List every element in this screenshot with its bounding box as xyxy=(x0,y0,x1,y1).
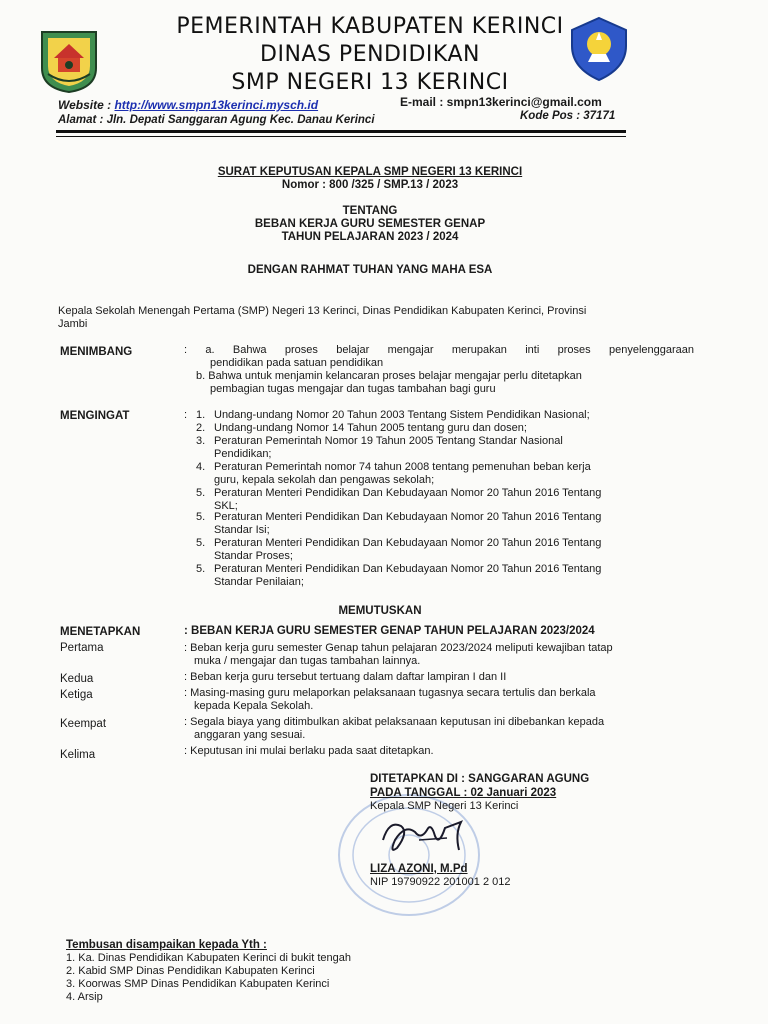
cc-heading: Tembusan disampaikan kepada Yth : xyxy=(66,939,267,951)
intro-line-2: Jambi xyxy=(58,318,88,330)
mengingat-item-number: 5. xyxy=(196,511,206,523)
decree-about: TENTANG xyxy=(342,205,398,217)
header-line-2: DINAS PENDIDIKAN xyxy=(260,42,480,67)
mengingat-item-text: Undang-undang Nomor 20 Tahun 2003 Tentang Sistem Pendidikan Nasional; xyxy=(214,409,590,421)
mengingat-item-number: 1. xyxy=(196,409,206,421)
ketiga-label: Ketiga xyxy=(60,689,93,701)
mengingat-item-text: SKL; xyxy=(214,500,238,512)
keempat-line-2: anggaran yang sesuai. xyxy=(194,729,306,741)
address-text: Alamat : Jln. Depati Sanggaran Agung Kec. Danau Kerinci xyxy=(58,114,375,126)
header-divider-thick xyxy=(56,130,626,133)
mengingat-item-text: Standar Isi; xyxy=(214,524,270,536)
kelima-line-1: : Keputusan ini mulai berlaku pada saat ditetapkan. xyxy=(184,745,434,757)
decree-blessing: DENGAN RAHMAT TUHAN YANG MAHA ESA xyxy=(247,264,493,276)
mengingat-item-number: 2. xyxy=(196,422,206,434)
pertama-line-2: muka / mengajar dan tugas tambahan lainnya. xyxy=(194,655,421,667)
intro-line-1: Kepala Sekolah Menengah Pertama (SMP) Negeri 13 Kerinci, Dinas Pendidikan Kabupaten Kerinci, Provinsi xyxy=(58,305,587,317)
menimbang-label: MENIMBANG xyxy=(60,346,133,358)
cc-item: 3. Koorwas SMP Dinas Pendidikan Kabupaten Kerinci xyxy=(66,978,330,990)
mengingat-item-text: Peraturan Pemerintah nomor 74 tahun 2008 tentang pemenuhan beban kerja xyxy=(214,461,591,473)
decree-subject-1: BEBAN KERJA GURU SEMESTER GENAP xyxy=(254,218,486,230)
pertama-line-1: : Beban kerja guru semester Genap tahun pelajaran 2023/2024 meliputi kewajiban tatap xyxy=(184,642,613,654)
regency-logo xyxy=(38,28,100,94)
cc-item: 4. Arsip xyxy=(66,991,103,1003)
mengingat-item-text: Standar Penilaian; xyxy=(214,576,304,588)
mengingat-item-text: Peraturan Pemerintah Nomor 19 Tahun 2005 Tentang Standar Nasional xyxy=(214,435,563,447)
signature-position: Kepala SMP Negeri 13 Kerinci xyxy=(370,800,519,812)
mengingat-item-number: 3. xyxy=(196,435,206,447)
mengingat-item-text: Pendidikan; xyxy=(214,448,272,460)
mengingat-label: MENGINGAT xyxy=(60,410,130,422)
ketiga-line-2: kepada Kepala Sekolah. xyxy=(194,700,314,712)
handwritten-signature xyxy=(375,810,485,860)
mengingat-item-text: Peraturan Menteri Pendidikan Dan Kebudayaan Nomor 20 Tahun 2016 Tentang xyxy=(214,537,602,549)
tut-wuri-handayani-logo xyxy=(566,16,632,82)
mengingat-item-number: 5. xyxy=(196,537,206,549)
website-label: Website : xyxy=(58,98,112,112)
header-line-3: SMP NEGERI 13 KERINCI xyxy=(231,70,509,95)
mengingat-item-text: Peraturan Menteri Pendidikan Dan Kebudayaan Nomor 20 Tahun 2016 Tentang xyxy=(214,511,602,523)
mengingat-item-number: 4. xyxy=(196,461,206,473)
menimbang-b-1: b. Bahwa untuk menjamin kelancaran proses belajar mengajar perlu ditetapkan xyxy=(196,370,582,382)
decree-number: Nomor : 800 /325 / SMP.13 / 2023 xyxy=(281,179,459,191)
decree-subject-2: TAHUN PELAJARAN 2023 / 2024 xyxy=(281,231,459,243)
kedua-label: Kedua xyxy=(60,673,94,685)
cc-item: 2. Kabid SMP Dinas Pendidikan Kabupaten Kerinci xyxy=(66,965,315,977)
mengingat-colon: : xyxy=(184,409,188,421)
mengingat-item-number: 5. xyxy=(196,563,206,575)
mengingat-item-text: Peraturan Menteri Pendidikan Dan Kebudayaan Nomor 20 Tahun 2016 Tentang xyxy=(214,487,602,499)
menimbang-b-2: pembagian tugas mengajar dan tugas tambahan bagi guru xyxy=(210,383,496,395)
keempat-line-1: : Segala biaya yang ditimbulkan akibat pelaksanaan keputusan ini dibebankan kepada xyxy=(184,716,605,728)
signature-place: DITETAPKAN DI : SANGGARAN AGUNG xyxy=(370,773,590,785)
menimbang-a-2: pendidikan pada satuan pendidikan xyxy=(210,357,384,369)
menetapkan-label: MENETAPKAN xyxy=(60,626,141,638)
mengingat-item-text: guru, kepala sekolah dan pengawas sekolah; xyxy=(214,474,435,486)
mengingat-item-text: Undang-undang Nomor 14 Tahun 2005 tentang guru dan dosen; xyxy=(214,422,527,434)
postal-code-text: Kode Pos : 37171 xyxy=(520,110,616,122)
header-line-1: PEMERINTAH KABUPATEN KERINCI xyxy=(176,14,564,39)
website-link[interactable]: http://www.smpn13kerinci.mysch.id xyxy=(114,98,319,112)
keempat-label: Keempat xyxy=(60,718,107,730)
email-text: E-mail : smpn13kerinci@gmail.com xyxy=(400,95,602,109)
pertama-label: Pertama xyxy=(60,642,104,654)
decree-title: SURAT KEPUTUSAN KEPALA SMP NEGERI 13 KERINCI xyxy=(217,166,523,178)
ketiga-line-1: : Masing-masing guru melaporkan pelaksanaan tugasnya secara tertulis dan berkala xyxy=(184,687,596,699)
kelima-label: Kelima xyxy=(60,749,96,761)
memutuskan-heading: MEMUTUSKAN xyxy=(338,605,422,617)
mengingat-item-number: 5. xyxy=(196,487,206,499)
signatory-nip: NIP 19790922 201001 2 012 xyxy=(370,876,511,888)
signatory-name: LIZA AZONI, M.Pd xyxy=(370,863,468,875)
cc-item: 1. Ka. Dinas Pendidikan Kabupaten Kerinci di bukit tengah xyxy=(66,952,351,964)
website-line xyxy=(58,98,318,112)
mengingat-item-text: Standar Proses; xyxy=(214,550,293,562)
menetapkan-text: : BEBAN KERJA GURU SEMESTER GENAP TAHUN PELAJARAN 2023/2024 xyxy=(184,625,595,637)
mengingat-item-text: Peraturan Menteri Pendidikan Dan Kebudayaan Nomor 20 Tahun 2016 Tentang xyxy=(214,563,602,575)
menimbang-a-1: : a. Bahwa proses belajar mengajar merupakan inti proses penyelenggaraan xyxy=(184,344,694,356)
signature-date: PADA TANGGAL : 02 Januari 2023 xyxy=(370,787,557,799)
kedua-line-1: : Beban kerja guru tersebut tertuang dalam daftar lampiran I dan II xyxy=(184,671,507,683)
header-divider-thin xyxy=(56,136,626,137)
